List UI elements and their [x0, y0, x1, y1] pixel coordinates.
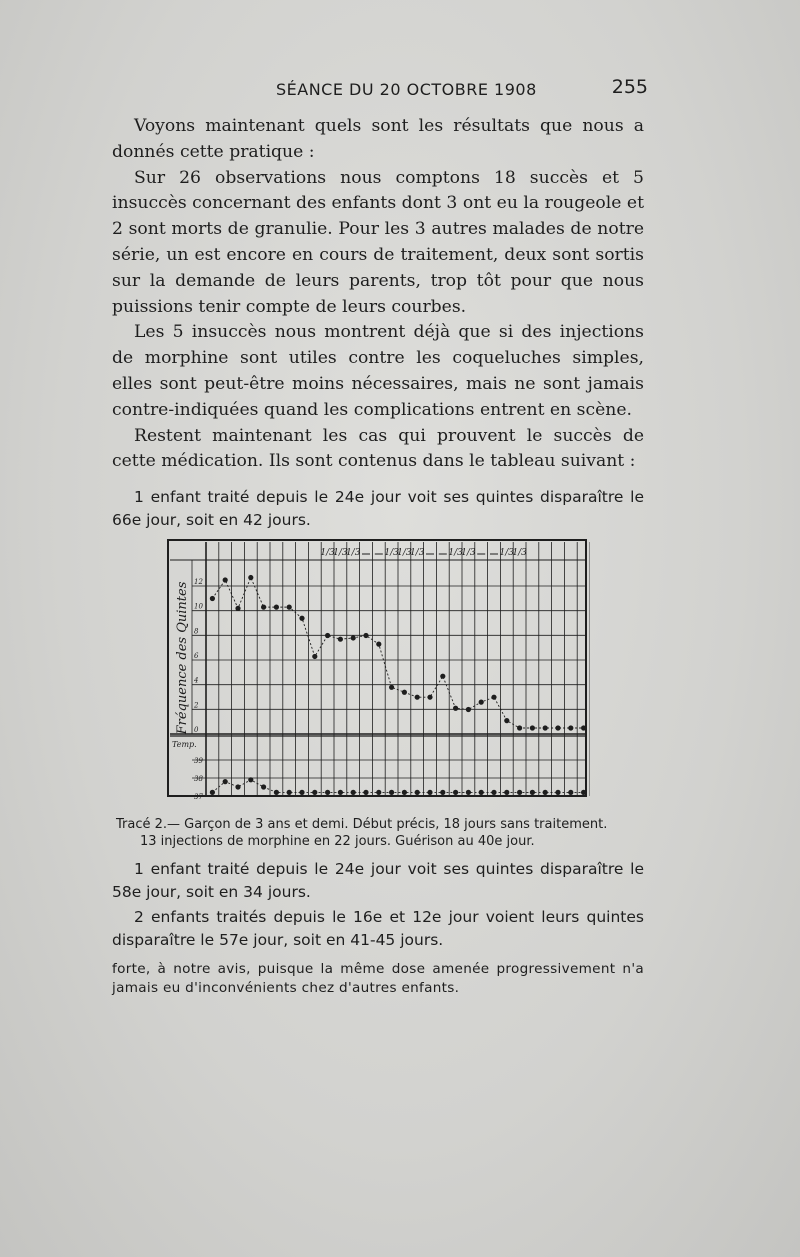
dose-label: 1/3 — [320, 548, 335, 558]
y-tick-label: 10 — [194, 602, 203, 611]
paragraph-3: Les 5 insuccès nous montrent déjà que si des injections de morphine sont utiles contre les coqueluches simples, elles sont peut-être moins nécessaires, mais ne sont jamais contre-indiquées quand les complications entrent en scène. — [112, 322, 644, 420]
temperature-point — [504, 790, 509, 795]
quintes-point — [274, 605, 279, 610]
case-1: 1 enfant traité depuis le 24e jour voit ses quintes disparaître le 66e jour, soit en 42 jours. — [112, 488, 644, 529]
page-number: 255 — [611, 76, 648, 98]
temperature-point — [427, 790, 432, 795]
temperature-point — [299, 790, 304, 795]
dose-label: 1/3 — [384, 548, 399, 558]
temperature-point — [466, 790, 471, 795]
temperature-point — [402, 790, 407, 795]
y-tick-label: 2 — [194, 701, 199, 710]
y-tick-label: 12 — [194, 578, 203, 586]
case-1-block — [112, 486, 644, 532]
paragraph-4: Restent maintenant les cas qui prouvent le succès de cette médication. Ils sont contenus dans le tableau suivant : — [112, 425, 644, 472]
case-3: 2 enfants traités depuis le 16e et 12e jour voient leurs quintes disparaître le 57e jour, soit en 41-45 jours. — [112, 908, 644, 949]
body-text-lower — [112, 858, 644, 998]
temperature-point — [376, 790, 381, 795]
figure-caption — [116, 816, 656, 850]
quintes-point — [555, 725, 560, 730]
temperature-point — [235, 784, 240, 789]
quintes-point — [415, 695, 420, 700]
quintes-point — [491, 695, 496, 700]
y-axis-label: Fréquence des Quintes — [175, 581, 190, 735]
temperature-point — [287, 790, 292, 795]
quintes-point — [389, 685, 394, 690]
paragraph-2: Sur 26 observations nous comptons 18 succès et 5 insuccès concernant des enfants dont 3 ont eu la rougeole et 2 sont morts de granulie. Pour les 3 autres malades de notre série, un est encore en cours de traitement, deux sont sortis sur la demande de leurs parents, trop tôt pour que nous puissions tenir compte de leurs courbes. — [112, 167, 644, 317]
quintes-point — [312, 654, 317, 659]
quintes-point — [287, 605, 292, 610]
temperature-point — [543, 790, 548, 795]
chart-trace-2 — [166, 538, 590, 804]
quintes-point — [235, 606, 240, 611]
temperature-point — [248, 777, 253, 782]
quintes-point — [363, 633, 368, 638]
quintes-point — [325, 633, 330, 638]
temperature-point — [555, 790, 560, 795]
quintes-point — [427, 695, 432, 700]
temperature-point — [440, 790, 445, 795]
temperature-point — [389, 790, 394, 795]
chart-frame — [168, 540, 586, 796]
dose-label: 1/3 — [397, 548, 412, 558]
quintes-point — [466, 707, 471, 712]
quintes-point — [543, 725, 548, 730]
dose-label: 1/3 — [333, 548, 348, 558]
temperature-point — [351, 790, 356, 795]
quintes-point — [568, 725, 573, 730]
quintes-point — [402, 690, 407, 695]
temperature-point — [223, 779, 228, 784]
caption-line-2: 13 injections de morphine en 22 jours. Guérison au 40e jour. — [140, 834, 535, 849]
temperature-point — [363, 790, 368, 795]
quintes-point — [440, 674, 445, 679]
quintes-point — [453, 706, 458, 711]
temp-label: Temp. — [172, 740, 197, 749]
temperature-point — [491, 790, 496, 795]
quintes-point — [261, 605, 266, 610]
quintes-point — [210, 596, 215, 601]
temperature-point — [517, 790, 522, 795]
temp-tick-label: 39 — [194, 757, 203, 765]
temperature-point — [210, 790, 215, 795]
quintes-point — [223, 577, 228, 582]
quintes-point — [338, 637, 343, 642]
temperature-point — [312, 790, 317, 795]
quintes-point — [376, 642, 381, 647]
temperature-point — [530, 790, 535, 795]
quintes-point — [517, 725, 522, 730]
y-tick-label: 0 — [194, 726, 199, 734]
temperature-point — [274, 790, 279, 795]
y-tick-label: 6 — [194, 652, 199, 660]
temperature-point — [453, 790, 458, 795]
temperature-point — [325, 790, 330, 795]
temperature-point — [568, 790, 573, 795]
temperature-point — [338, 790, 343, 795]
temperature-point — [581, 790, 586, 795]
dose-label: 1/3 — [461, 548, 476, 558]
chart-svg — [166, 538, 590, 800]
temp-tick-label: 37 — [194, 793, 203, 800]
dose-label: 1/3 — [448, 548, 463, 558]
quintes-point — [581, 725, 586, 730]
caption-line-1: Tracé 2.— Garçon de 3 ans et demi. Début précis, 18 jours sans traitement. — [116, 817, 608, 832]
y-tick-label: 4 — [194, 676, 199, 685]
footnote: forte, à notre avis, puisque la même dose amenée progressivement n'a jamais eu d'inconvénients chez d'autres enfants. — [112, 961, 644, 996]
quintes-point — [479, 700, 484, 705]
temperature-point — [261, 784, 266, 789]
y-tick-label: 8 — [194, 627, 199, 636]
running-title: SÉANCE DU 20 OCTOBRE 1908 — [276, 80, 537, 99]
quintes-point — [299, 616, 304, 621]
quintes-point — [248, 575, 253, 580]
case-2: 1 enfant traité depuis le 24e jour voit ses quintes disparaître le 58e jour, soit en 34 jours. — [112, 860, 644, 901]
temperature-point — [415, 790, 420, 795]
temp-tick-label: 38 — [194, 775, 203, 783]
paragraph-1: Voyons maintenant quels sont les résultats que nous a donnés cette pratique : — [112, 116, 644, 162]
dose-label: 1/3 — [409, 548, 425, 558]
dose-label: 1/3 — [345, 548, 361, 558]
dose-label: 1/3 — [499, 548, 515, 558]
quintes-point — [504, 718, 509, 723]
quintes-point — [351, 635, 356, 640]
quintes-point — [530, 725, 535, 730]
body-text-upper — [112, 114, 644, 475]
temperature-point — [479, 790, 484, 795]
dose-label: 1/3 — [512, 548, 527, 558]
